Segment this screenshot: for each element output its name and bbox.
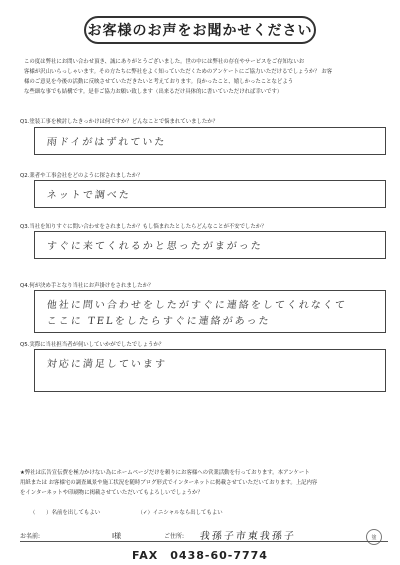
consent-options (30, 508, 223, 516)
name-value: I様 (112, 532, 122, 540)
question-3-answer: すぐに来てくれるかと思ったがまがった (46, 241, 264, 252)
address-label: ご住所: (164, 533, 185, 540)
signature-line (20, 541, 388, 542)
consent-option-1-checkbox[interactable]: （ ） (30, 510, 52, 516)
intro-line: 客様が沢山いらっしゃいます。その方たちに弊社をよく知っていただくためのアンケートにご協力いただけるでしょうか？ お客 (24, 69, 333, 75)
intro-line: この度は弊社にお問い合わせ頂き、誠にありがとうございました。世の中には弊社の存在やサービスをご存知ないお (24, 59, 305, 65)
address-value: 我孫子市東我孫子 (199, 531, 297, 542)
seal-stamp: 塗 (366, 529, 382, 545)
intro-line: 様のご意見を今後の活動に反映させていただきたいと考えております。良かったこと、嬉しかったことなどよう (24, 79, 294, 85)
question-4-label: Q4.何が決め手となり当社にお声掛けをされましたか？ (20, 283, 154, 289)
question-1-answer-box[interactable] (34, 127, 386, 155)
publication-note (20, 468, 386, 498)
consent-option-1-label: 名前を出してもよい (51, 510, 101, 516)
name-label: お名前: (20, 533, 41, 540)
question-5-answer: 対応に満足しています (46, 359, 168, 370)
page-title: お客様のお声をお聞かせください (84, 16, 316, 44)
question-3-label: Q3.当社を知りすぐに問い合わせをされましたか？もし悩まれたとしたらどんなことが不安でしたか？ (20, 224, 267, 230)
question-4-answer-box[interactable] (34, 290, 386, 333)
consent-option-2-checkbox[interactable]: （✓） (137, 510, 153, 516)
question-4-answer-line-2: ここに TELをしたらすぐに連絡があった (46, 316, 272, 327)
note-line: をインターネットや印刷物に掲載させていただいてもよろしいでしょうか？ (20, 490, 203, 496)
intro-line: な些細な事でも結構です。是非ご協力お願い致します（出来るだけ具体的に書いていただければ幸いです） (24, 89, 283, 95)
fax-number: FAX 0438-60-7774 (132, 549, 268, 562)
question-2-label: Q2.業者や工事会社をどのように探されましたか？ (20, 173, 143, 179)
intro-text (24, 57, 380, 97)
question-5-answer-box[interactable] (34, 349, 386, 392)
question-5-label: Q5.実際に当社担当者が伺いしていかがでしたでしょうか？ (20, 342, 165, 348)
question-1-label: Q1.塗装工事を検討したきっかけは何ですか？どんなことで悩まれていましたか？ (20, 119, 219, 125)
note-line: ★弊社は広告宣伝費を極力かけない為にホームページだけを頼りにお客様への営業活動を行っております。本アンケート (20, 470, 310, 476)
question-3-answer-box[interactable] (34, 231, 386, 259)
note-line: 用紙または お客様宅の調査風景や施工状況を随時ブログ形式でインターネットに掲載させていただいております。上記内容 (20, 480, 318, 486)
question-1-answer: 雨ドイがはずれていた (46, 137, 167, 148)
question-2-answer-box[interactable] (34, 180, 386, 208)
question-2-answer: ネットで調べた (46, 190, 132, 201)
consent-option-2-label: イニシャルなら出してもよい (152, 510, 223, 516)
question-4-answer-line-1: 他社に問い合わせをしたがすぐに連絡をしてくれなくて (46, 300, 348, 311)
